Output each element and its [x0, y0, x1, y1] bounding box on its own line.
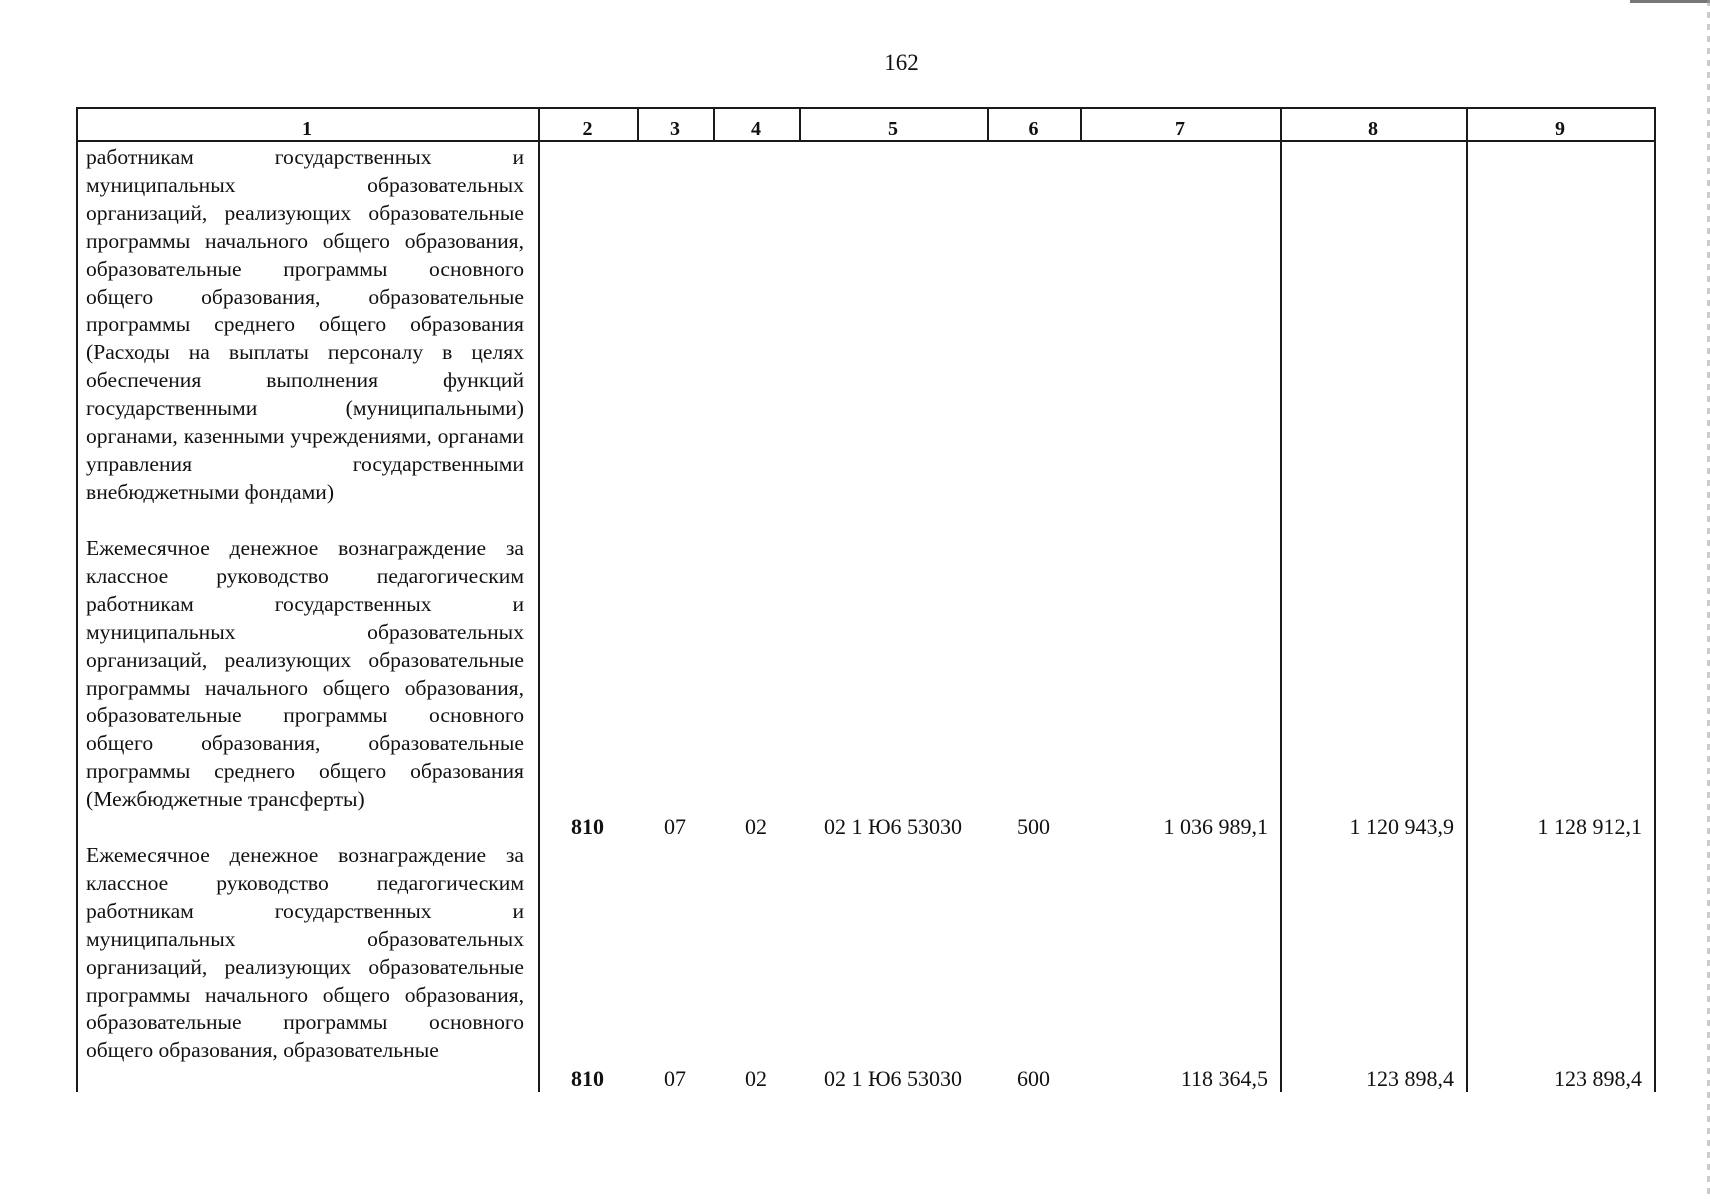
row-2-target-code: 02 1 Ю6 53030	[823, 1066, 963, 1091]
header-col-4: 4	[751, 118, 761, 140]
header-col-2: 2	[582, 118, 593, 140]
col-divider-1	[538, 107, 540, 1092]
row-2-value-8: 123 898,4	[1366, 1066, 1454, 1091]
row-1-description: Ежемесячное денежное вознаграждение за классное руководство педагогическим работникам государственных и муниципальных образовательных организаций, реализующих образовательные программы начального общего образования, образовательные программы основного общего образования, образовательные программы среднего общего образования (Межбюджетные трансферты)	[86, 536, 524, 812]
row-2-code: 810	[571, 1066, 604, 1091]
row-2-section: 07	[664, 1066, 686, 1091]
table-right-border	[1654, 107, 1656, 1092]
row-2-expense-type: 600	[1017, 1066, 1050, 1091]
table-left-border	[76, 107, 78, 1092]
row-1-target-code: 02 1 Ю6 53030	[823, 814, 963, 839]
row-1-value-9: 1 128 912,1	[1537, 814, 1642, 839]
col-divider-7	[1280, 107, 1282, 1092]
row-1-expense-type: 500	[1017, 814, 1050, 839]
header-col-6: 6	[1028, 118, 1039, 140]
continuation-description: работникам государственных и муниципальных образовательных организаций, реализующих образовательные программы начального общего образования, образовательные программы основного общего образования, образовательные программы среднего общего образования (Расходы на выплаты персоналу в целях обеспечения выполнения функций государственными (муниципальными) органами, казенными учреждениями, органами управления государственными внебюджетными фондами)	[86, 145, 524, 504]
row-1-value-7: 1 036 989,1	[1163, 814, 1268, 839]
row-2-value-9: 123 898,4	[1554, 1066, 1642, 1091]
page-number: 162	[884, 50, 919, 75]
header-col-3: 3	[670, 118, 680, 140]
row-1-value-8: 1 120 943,9	[1349, 814, 1454, 839]
row-1-subsection: 02	[745, 814, 767, 839]
header-col-5: 5	[888, 118, 898, 140]
row-2-subsection: 02	[745, 1066, 767, 1091]
row-2-description: Ежемесячное денежное вознаграждение за классное руководство педагогическим работникам государственных и муниципальных образовательных организаций, реализующих образовательные программы начального общего образования, образовательные программы основного общего образования, образовательные	[86, 843, 524, 1063]
row-1-code: 810	[571, 814, 604, 839]
col-divider-8	[1466, 107, 1468, 1092]
header-col-1: 1	[302, 118, 312, 140]
budget-table	[76, 107, 1656, 1092]
row-1-section: 07	[664, 814, 686, 839]
table-top-border	[76, 107, 1656, 109]
header-col-9: 9	[1555, 118, 1565, 140]
row-2-value-7: 118 364,5	[1180, 1066, 1268, 1091]
header-col-8: 8	[1368, 118, 1378, 140]
scan-edge-top	[1630, 0, 1710, 3]
header-col-7: 7	[1175, 118, 1185, 140]
